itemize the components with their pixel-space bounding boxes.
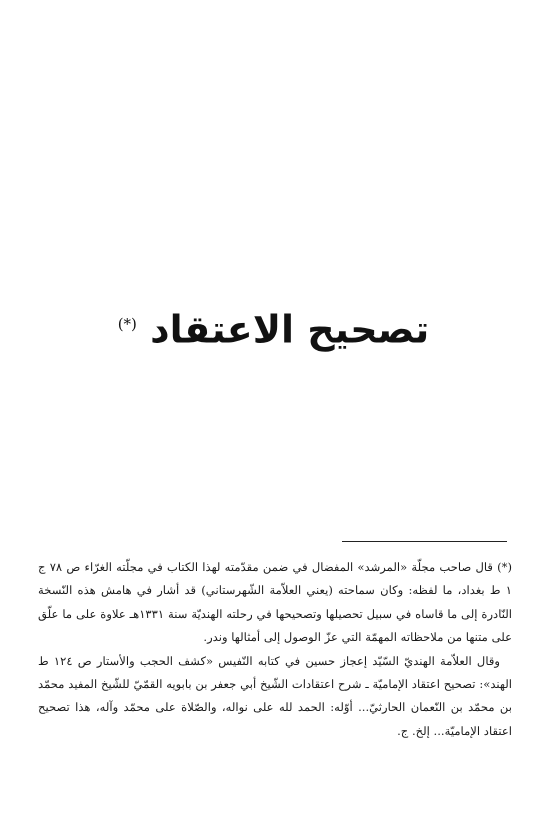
footnote-separator	[342, 541, 507, 542]
footnote-paragraph-1: (*) قال صاحب مجلّة «المرشد» المفضال في ضمن مقدّمته لهذا الكتاب في مجلّته الغرّاء ص ٧٨ ج ١ ط بغداد، ما لفظه: وكان سماحته (يعني العلاّمة الشّهرستاني) قد أشار في هامش هذه النّسخة النّادرة إلى ما قاساه في سبيل تحصيلها وتصحيحها في رحلته الهنديّة سنة ١٣٣١هـ علاوة على ما علّق على متنها من ملاحظاته المهمّة التي عزّ الوصول إلى أمثالها وندر.	[38, 560, 513, 645]
footnote-marker: (*)	[117, 315, 137, 333]
page-title	[0, 298, 547, 356]
footnote	[38, 556, 512, 743]
title-text: تصحيح الاعتقاد	[150, 307, 430, 352]
footnote-paragraph-2: وقال العلاّمة الهنديّ السّيّد إعجاز حسين في كتابه النّفيس «كشف الحجب والأستار ص ١٢٤ ط الهند»: تصحيح اعتقاد الإماميّة ـ شرح اعتقادات الشّيخ أبي جعفر بن بابويه القمّيّ للشّيخ المفيد محمّد بن محمّد بن النّعمان الحارثيّ... أوّله: الحمد لله على نواله، والصّلاة على محمّد وآله، هذا تصحيح اعتقاد الإماميّة... إلخ. ج.	[38, 653, 512, 738]
